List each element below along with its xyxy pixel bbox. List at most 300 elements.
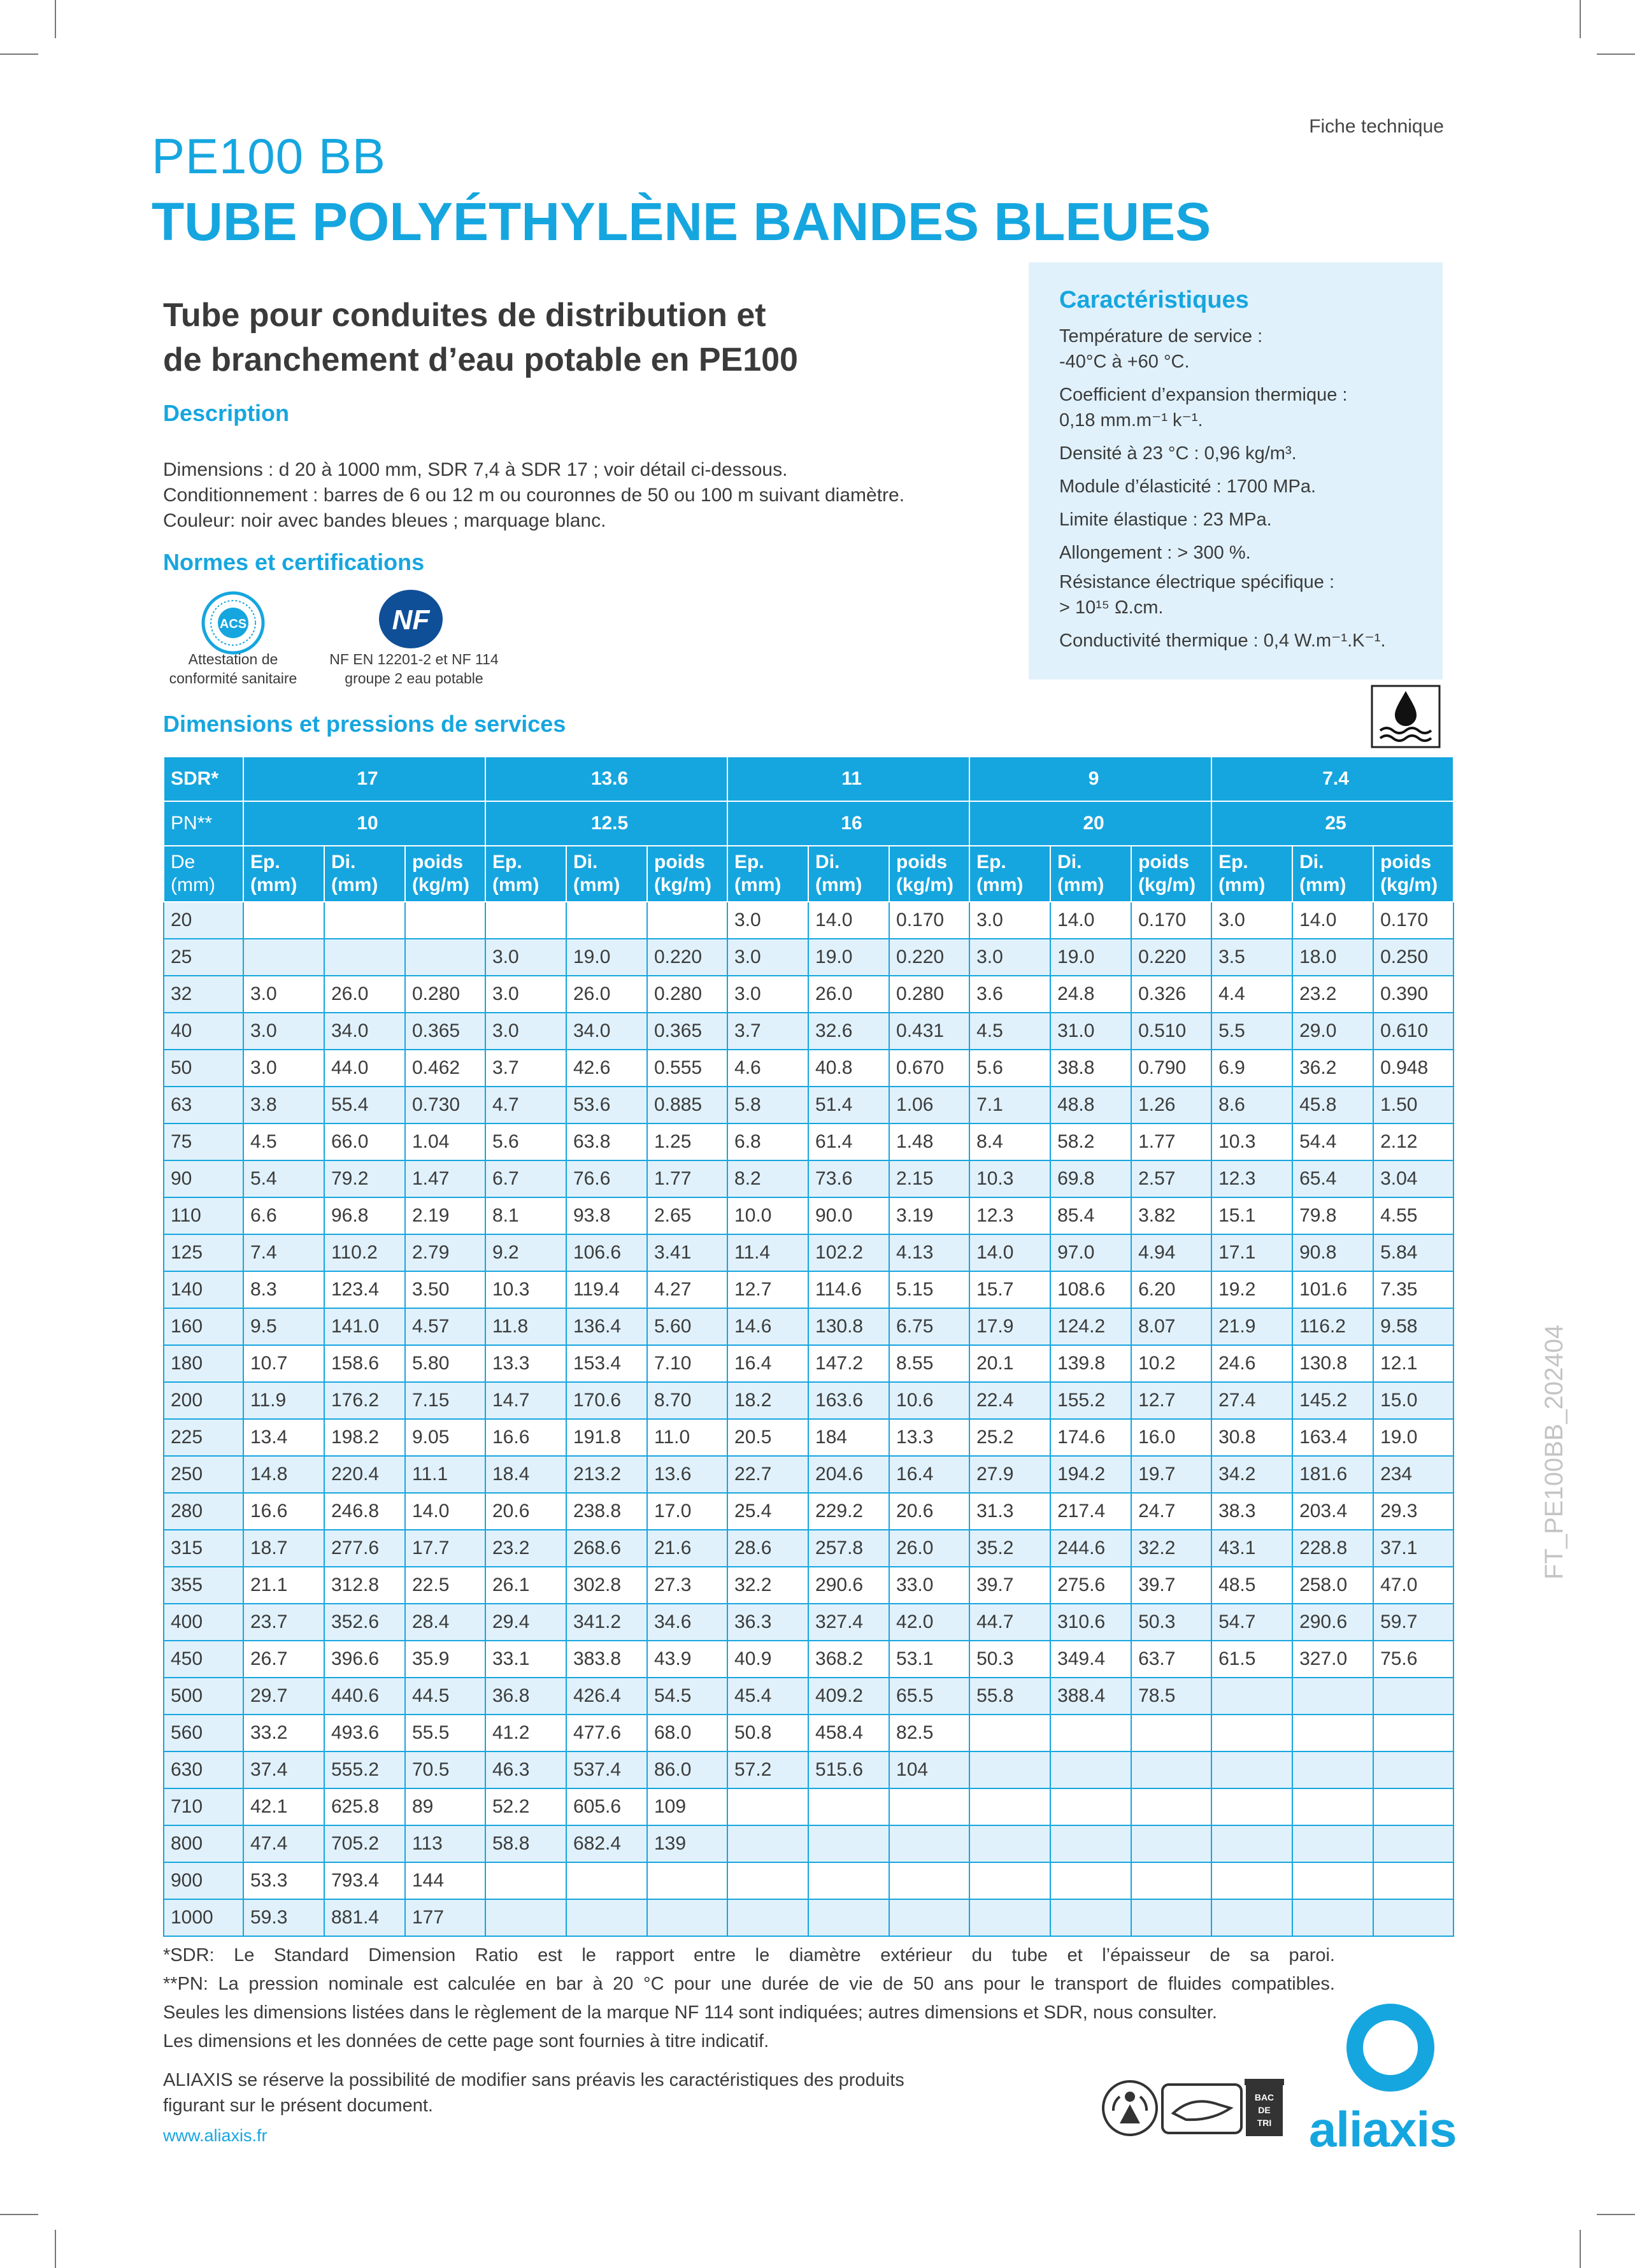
table-cell: 204.6 bbox=[808, 1456, 889, 1493]
table-cell: 17.1 bbox=[1211, 1234, 1292, 1271]
table-cell bbox=[1131, 1825, 1211, 1862]
table-row bbox=[164, 1899, 1453, 1936]
table-cell bbox=[1211, 1715, 1292, 1751]
table-cell bbox=[1373, 1862, 1453, 1899]
table-cell: 39.7 bbox=[1131, 1567, 1211, 1604]
table-row bbox=[164, 1234, 1453, 1271]
table-cell: 36.8 bbox=[485, 1678, 566, 1715]
table-cell: 10.2 bbox=[1131, 1345, 1211, 1382]
table-cell: 14.0 bbox=[808, 902, 889, 939]
table-cell: 19.0 bbox=[808, 939, 889, 976]
table-cell bbox=[324, 939, 405, 976]
table-cell: 16.4 bbox=[889, 1456, 969, 1493]
crop-mark bbox=[55, 2230, 56, 2268]
table-cell bbox=[969, 1788, 1050, 1825]
table-cell: 312.8 bbox=[324, 1567, 405, 1604]
table-cell: 44.5 bbox=[405, 1678, 485, 1715]
table-cell: 18.2 bbox=[727, 1382, 808, 1419]
table-cell bbox=[1292, 1899, 1373, 1936]
table-cell: 108.6 bbox=[1050, 1271, 1131, 1308]
table-cell: 85.4 bbox=[1050, 1197, 1131, 1234]
table-cell: 102.2 bbox=[808, 1234, 889, 1271]
table-cell: 97.0 bbox=[1050, 1234, 1131, 1271]
table-cell bbox=[405, 902, 485, 939]
table-cell: 29.3 bbox=[1373, 1493, 1453, 1530]
table-cell: 537.4 bbox=[566, 1751, 647, 1788]
subtitle bbox=[163, 293, 991, 382]
table-cell: 57.2 bbox=[727, 1751, 808, 1788]
table-cell: 3.0 bbox=[485, 1013, 566, 1050]
crop-mark bbox=[55, 0, 56, 38]
table-cell: 244.6 bbox=[1050, 1530, 1131, 1567]
column-header-line: Di. bbox=[1057, 852, 1082, 873]
table-cell: 5.15 bbox=[889, 1271, 969, 1308]
de-cell: 900 bbox=[164, 1862, 243, 1899]
table-heading: Dimensions et pressions de services bbox=[163, 711, 566, 737]
table-cell: 20.1 bbox=[969, 1345, 1050, 1382]
footnote-line: *SDR: Le Standard Dimension Ratio est le rapport entre le diamètre extérieur du tube et l’épaisseur de sa paroi. bbox=[163, 1945, 1335, 1965]
sdr-value: 13.6 bbox=[485, 757, 727, 801]
table-cell: 145.2 bbox=[1292, 1382, 1373, 1419]
table-cell: 78.5 bbox=[1131, 1678, 1211, 1715]
characteristic-item: Conductivité thermique : 0,4 W.m⁻¹.K⁻¹. bbox=[1059, 631, 1386, 651]
table-cell: 24.7 bbox=[1131, 1493, 1211, 1530]
table-cell: 3.0 bbox=[727, 976, 808, 1013]
table-cell: 73.6 bbox=[808, 1160, 889, 1197]
table-cell: 41.2 bbox=[485, 1715, 566, 1751]
characteristic-item: > 10¹⁵ Ω.cm. bbox=[1059, 597, 1164, 618]
disclaimer bbox=[163, 2067, 1055, 2118]
table-cell: 2.57 bbox=[1131, 1160, 1211, 1197]
table-cell bbox=[889, 1788, 969, 1825]
table-cell: 220.4 bbox=[324, 1456, 405, 1493]
table-cell: 12.3 bbox=[1211, 1160, 1292, 1197]
table-cell: 26.0 bbox=[324, 976, 405, 1013]
table-cell: 1.77 bbox=[1131, 1123, 1211, 1160]
table-cell: 0.948 bbox=[1373, 1050, 1453, 1087]
table-cell: 50.8 bbox=[727, 1715, 808, 1751]
characteristic-item: -40°C à +60 °C. bbox=[1059, 352, 1190, 372]
nf-logo-icon bbox=[376, 587, 446, 651]
table-row bbox=[164, 1271, 1453, 1308]
table-cell: 13.3 bbox=[485, 1345, 566, 1382]
table-row bbox=[164, 976, 1453, 1013]
de-cell: 75 bbox=[164, 1123, 243, 1160]
table-cell: 130.8 bbox=[1292, 1345, 1373, 1382]
table-cell: 352.6 bbox=[324, 1604, 405, 1641]
footnote-line: Les dimensions et les données de cette page sont fournies à titre indicatif. bbox=[163, 2031, 769, 2051]
table-cell: 8.4 bbox=[969, 1123, 1050, 1160]
table-cell: 6.7 bbox=[485, 1160, 566, 1197]
table-cell: 555.2 bbox=[324, 1751, 405, 1788]
table-cell: 124.2 bbox=[1050, 1308, 1131, 1345]
column-header-line: (mm) bbox=[1057, 874, 1104, 895]
table-cell: 54.4 bbox=[1292, 1123, 1373, 1160]
column-header-line: poids bbox=[1380, 852, 1432, 873]
table-cell: 14.8 bbox=[243, 1456, 324, 1493]
table-cell: 90.0 bbox=[808, 1197, 889, 1234]
table-cell: 3.0 bbox=[243, 1050, 324, 1087]
table-cell: 1.06 bbox=[889, 1087, 969, 1123]
table-cell bbox=[727, 1899, 808, 1936]
table-cell: 36.2 bbox=[1292, 1050, 1373, 1087]
table-cell: 3.19 bbox=[889, 1197, 969, 1234]
table-cell: 61.4 bbox=[808, 1123, 889, 1160]
table-cell bbox=[1211, 1825, 1292, 1862]
table-cell: 275.6 bbox=[1050, 1567, 1131, 1604]
table-cell: 54.5 bbox=[647, 1678, 727, 1715]
table-cell: 15.7 bbox=[969, 1271, 1050, 1308]
table-cell: 18.0 bbox=[1292, 939, 1373, 976]
table-cell: 176.2 bbox=[324, 1382, 405, 1419]
table-cell: 14.0 bbox=[1292, 902, 1373, 939]
table-cell: 33.1 bbox=[485, 1641, 566, 1678]
table-cell: 234 bbox=[1373, 1456, 1453, 1493]
table-cell: 12.1 bbox=[1373, 1345, 1453, 1382]
table-cell: 27.4 bbox=[1211, 1382, 1292, 1419]
table-cell: 8.6 bbox=[1211, 1087, 1292, 1123]
column-header-line: (mm) bbox=[492, 874, 539, 895]
table-cell: 0.326 bbox=[1131, 976, 1211, 1013]
product-code-title: PE100 BB bbox=[152, 128, 386, 184]
table-cell bbox=[324, 902, 405, 939]
column-header-line: Ep. bbox=[1218, 852, 1248, 873]
disclaimer-line: ALIAXIS se réserve la possibilité de modifier sans préavis les caractéristiques des produits bbox=[163, 2070, 904, 2090]
table-cell: 5.6 bbox=[485, 1123, 566, 1160]
table-cell: 34.0 bbox=[566, 1013, 647, 1050]
table-cell bbox=[969, 1715, 1050, 1751]
table-cell: 6.8 bbox=[727, 1123, 808, 1160]
table-cell bbox=[485, 1862, 566, 1899]
table-cell: 4.27 bbox=[647, 1271, 727, 1308]
table-cell: 114.6 bbox=[808, 1271, 889, 1308]
table-row bbox=[164, 939, 1453, 976]
table-row bbox=[164, 1678, 1453, 1715]
table-cell: 5.4 bbox=[243, 1160, 324, 1197]
table-cell: 3.41 bbox=[647, 1234, 727, 1271]
table-cell bbox=[1292, 1715, 1373, 1751]
table-cell: 53.1 bbox=[889, 1641, 969, 1678]
sdr-value: 11 bbox=[727, 757, 969, 801]
pn-value: 25 bbox=[1211, 801, 1453, 846]
table-cell bbox=[1131, 1788, 1211, 1825]
characteristic-item: Limite élastique : 23 MPa. bbox=[1059, 510, 1272, 530]
table-row bbox=[164, 1641, 1453, 1678]
table-cell: 881.4 bbox=[324, 1899, 405, 1936]
table-row bbox=[164, 1345, 1453, 1382]
column-header-line: Di. bbox=[1299, 852, 1324, 873]
column-header bbox=[405, 846, 485, 902]
table-cell: 19.0 bbox=[1373, 1419, 1453, 1456]
de-header-line: (mm) bbox=[171, 874, 215, 895]
de-cell: 800 bbox=[164, 1825, 243, 1862]
table-cell: 6.20 bbox=[1131, 1271, 1211, 1308]
website-link[interactable]: www.aliaxis.fr bbox=[163, 2126, 268, 2145]
footnote-line: Seules les dimensions listées dans le règlement de la marque NF 114 sont indiquées; autres dimensions et SDR, nous consulter. bbox=[163, 2002, 1217, 2023]
table-cell: 310.6 bbox=[1050, 1604, 1131, 1641]
table-cell: 65.4 bbox=[1292, 1160, 1373, 1197]
column-header-line: (mm) bbox=[331, 874, 378, 895]
de-cell: 450 bbox=[164, 1641, 243, 1678]
column-header bbox=[889, 846, 969, 902]
table-cell bbox=[566, 902, 647, 939]
acs-caption-line: Attestation de bbox=[188, 651, 278, 667]
table-cell: 8.1 bbox=[485, 1197, 566, 1234]
table-row bbox=[164, 1493, 1453, 1530]
de-cell: 1000 bbox=[164, 1899, 243, 1936]
table-cell bbox=[808, 1862, 889, 1899]
column-header-line: Ep. bbox=[976, 852, 1006, 873]
document-reference: FT_PE100BB_202404 bbox=[1540, 1324, 1568, 1580]
table-cell: 33.0 bbox=[889, 1567, 969, 1604]
table-cell: 493.6 bbox=[324, 1715, 405, 1751]
de-cell: 200 bbox=[164, 1382, 243, 1419]
table-cell bbox=[727, 1862, 808, 1899]
table-cell: 13.6 bbox=[647, 1456, 727, 1493]
column-header-line: Ep. bbox=[250, 852, 280, 873]
table-cell: 43.9 bbox=[647, 1641, 727, 1678]
table-cell: 35.9 bbox=[405, 1641, 485, 1678]
table-cell: 327.0 bbox=[1292, 1641, 1373, 1678]
table-cell: 277.6 bbox=[324, 1530, 405, 1567]
table-cell: 141.0 bbox=[324, 1308, 405, 1345]
table-cell: 25.4 bbox=[727, 1493, 808, 1530]
table-cell bbox=[1373, 1715, 1453, 1751]
table-cell: 16.4 bbox=[727, 1345, 808, 1382]
table-cell: 136.4 bbox=[566, 1308, 647, 1345]
disclaimer-line: figurant sur le présent document. bbox=[163, 2095, 433, 2116]
bin-label: BAC bbox=[1254, 2092, 1274, 2102]
column-header bbox=[1292, 846, 1373, 902]
table-cell bbox=[1131, 1862, 1211, 1899]
table-cell: 0.250 bbox=[1373, 939, 1453, 976]
table-cell: 55.4 bbox=[324, 1087, 405, 1123]
table-cell bbox=[647, 1862, 727, 1899]
table-cell: 11.1 bbox=[405, 1456, 485, 1493]
table-cell: 440.6 bbox=[324, 1678, 405, 1715]
table-cell: 3.7 bbox=[485, 1050, 566, 1087]
table-cell: 26.0 bbox=[889, 1530, 969, 1567]
table-cell: 341.2 bbox=[566, 1604, 647, 1641]
table-cell: 54.7 bbox=[1211, 1604, 1292, 1641]
table-cell bbox=[1211, 1788, 1292, 1825]
crop-mark bbox=[0, 2214, 38, 2215]
column-header bbox=[1373, 846, 1453, 902]
table-cell: 9.5 bbox=[243, 1308, 324, 1345]
table-cell: 23.7 bbox=[243, 1604, 324, 1641]
table-cell: 20.6 bbox=[889, 1493, 969, 1530]
acs-logo-icon bbox=[201, 591, 265, 655]
table-cell: 22.7 bbox=[727, 1456, 808, 1493]
table-cell: 7.15 bbox=[405, 1382, 485, 1419]
table-cell: 26.7 bbox=[243, 1641, 324, 1678]
table-cell: 302.8 bbox=[566, 1567, 647, 1604]
table-cell: 4.6 bbox=[727, 1050, 808, 1087]
table-cell bbox=[647, 902, 727, 939]
table-cell: 4.57 bbox=[405, 1308, 485, 1345]
description-heading: Description bbox=[163, 400, 290, 426]
table-cell: 0.390 bbox=[1373, 976, 1453, 1013]
table-cell: 257.8 bbox=[808, 1530, 889, 1567]
table-cell: 48.8 bbox=[1050, 1087, 1131, 1123]
table-cell: 144 bbox=[405, 1862, 485, 1899]
footnotes bbox=[163, 1941, 1335, 2056]
table-cell: 7.10 bbox=[647, 1345, 727, 1382]
table-cell bbox=[1373, 1788, 1453, 1825]
table-cell: 29.0 bbox=[1292, 1013, 1373, 1050]
table-cell: 383.8 bbox=[566, 1641, 647, 1678]
column-header-line: (mm) bbox=[976, 874, 1024, 895]
crop-mark bbox=[1580, 2230, 1581, 2268]
column-header-line: poids bbox=[1138, 852, 1190, 873]
table-cell: 1.77 bbox=[647, 1160, 727, 1197]
column-header-line: Di. bbox=[331, 852, 356, 873]
table-cell: 32.6 bbox=[808, 1013, 889, 1050]
column-header bbox=[1050, 846, 1131, 902]
column-header-line: (kg/m) bbox=[896, 874, 954, 895]
table-cell: 59.3 bbox=[243, 1899, 324, 1936]
table-cell: 35.2 bbox=[969, 1530, 1050, 1567]
crop-mark bbox=[1597, 53, 1635, 55]
table-cell: 70.5 bbox=[405, 1751, 485, 1788]
table-cell: 3.5 bbox=[1211, 939, 1292, 976]
recycle-bin-icon bbox=[1245, 2078, 1284, 2137]
table-cell: 0.730 bbox=[405, 1087, 485, 1123]
table-cell: 23.2 bbox=[1292, 976, 1373, 1013]
table-cell: 47.4 bbox=[243, 1825, 324, 1862]
characteristic-item: Allongement : > 300 %. bbox=[1059, 543, 1251, 563]
table-cell: 0.280 bbox=[405, 976, 485, 1013]
table-cell: 0.220 bbox=[1131, 939, 1211, 976]
table-cell: 12.7 bbox=[1131, 1382, 1211, 1419]
table-cell: 3.6 bbox=[969, 976, 1050, 1013]
column-header bbox=[969, 846, 1050, 902]
table-cell: 19.0 bbox=[1050, 939, 1131, 976]
table-cell: 5.6 bbox=[969, 1050, 1050, 1087]
column-header bbox=[727, 846, 808, 902]
de-cell: 355 bbox=[164, 1567, 243, 1604]
table-cell: 515.6 bbox=[808, 1751, 889, 1788]
table-cell: 191.8 bbox=[566, 1419, 647, 1456]
table-cell: 6.9 bbox=[1211, 1050, 1292, 1087]
certifications-heading: Normes et certifications bbox=[163, 549, 425, 575]
table-cell: 18.4 bbox=[485, 1456, 566, 1493]
column-header-line: (mm) bbox=[734, 874, 782, 895]
column-header-line: (mm) bbox=[250, 874, 297, 895]
table-row bbox=[164, 1160, 1453, 1197]
table-cell bbox=[727, 1788, 808, 1825]
table-cell: 33.2 bbox=[243, 1715, 324, 1751]
table-cell: 8.55 bbox=[889, 1345, 969, 1382]
table-row bbox=[164, 1013, 1453, 1050]
table-cell: 9.2 bbox=[485, 1234, 566, 1271]
sdr-label: SDR* bbox=[164, 757, 243, 801]
table-cell: 368.2 bbox=[808, 1641, 889, 1678]
table-cell: 20.6 bbox=[485, 1493, 566, 1530]
de-cell: 125 bbox=[164, 1234, 243, 1271]
table-cell bbox=[969, 1862, 1050, 1899]
table-cell: 21.1 bbox=[243, 1567, 324, 1604]
table-cell: 155.2 bbox=[1050, 1382, 1131, 1419]
table-cell: 130.8 bbox=[808, 1308, 889, 1345]
de-cell: 32 bbox=[164, 976, 243, 1013]
table-cell: 174.6 bbox=[1050, 1419, 1131, 1456]
table-cell: 119.4 bbox=[566, 1271, 647, 1308]
table-cell: 36.3 bbox=[727, 1604, 808, 1641]
column-header-line: (mm) bbox=[573, 874, 620, 895]
table-cell: 4.5 bbox=[969, 1013, 1050, 1050]
table-cell: 14.0 bbox=[1050, 902, 1131, 939]
column-header-row bbox=[164, 846, 1453, 902]
table-cell: 90.8 bbox=[1292, 1234, 1373, 1271]
column-header-line: Ep. bbox=[492, 852, 522, 873]
table-cell: 10.3 bbox=[1211, 1123, 1292, 1160]
table-cell: 63.7 bbox=[1131, 1641, 1211, 1678]
table-cell: 10.3 bbox=[485, 1271, 566, 1308]
nf-caption bbox=[318, 650, 510, 688]
table-cell: 793.4 bbox=[324, 1862, 405, 1899]
bin-label: DE bbox=[1258, 2105, 1271, 2115]
column-header-line: Di. bbox=[815, 852, 840, 873]
table-cell bbox=[969, 1751, 1050, 1788]
table-row bbox=[164, 1715, 1453, 1751]
table-cell: 42.6 bbox=[566, 1050, 647, 1087]
table-cell: 79.2 bbox=[324, 1160, 405, 1197]
table-cell: 28.4 bbox=[405, 1604, 485, 1641]
column-header bbox=[485, 846, 566, 902]
table-cell bbox=[405, 939, 485, 976]
characteristic-item: Module d’élasticité : 1700 MPa. bbox=[1059, 476, 1316, 497]
table-cell: 605.6 bbox=[566, 1788, 647, 1825]
table-cell bbox=[1211, 1899, 1292, 1936]
table-cell: 177 bbox=[405, 1899, 485, 1936]
table-cell: 42.1 bbox=[243, 1788, 324, 1825]
table-cell: 349.4 bbox=[1050, 1641, 1131, 1678]
triman-icon bbox=[1101, 2079, 1159, 2137]
table-cell: 198.2 bbox=[324, 1419, 405, 1456]
table-cell: 228.8 bbox=[1292, 1530, 1373, 1567]
pn-value: 12.5 bbox=[485, 801, 727, 846]
de-cell: 63 bbox=[164, 1087, 243, 1123]
table-cell: 89 bbox=[405, 1788, 485, 1825]
crop-mark bbox=[1580, 0, 1581, 38]
table-cell: 0.555 bbox=[647, 1050, 727, 1087]
table-cell: 194.2 bbox=[1050, 1456, 1131, 1493]
table-cell: 40.9 bbox=[727, 1641, 808, 1678]
column-header bbox=[324, 846, 405, 902]
table-cell: 3.50 bbox=[405, 1271, 485, 1308]
table-cell: 625.8 bbox=[324, 1788, 405, 1825]
table-cell: 5.60 bbox=[647, 1308, 727, 1345]
table-row bbox=[164, 1530, 1453, 1567]
de-cell: 40 bbox=[164, 1013, 243, 1050]
table-cell: 104 bbox=[889, 1751, 969, 1788]
table-cell: 7.4 bbox=[243, 1234, 324, 1271]
table-cell bbox=[1373, 1899, 1453, 1936]
table-row bbox=[164, 1862, 1453, 1899]
acs-caption-line: conformité sanitaire bbox=[169, 670, 297, 687]
table-cell: 4.94 bbox=[1131, 1234, 1211, 1271]
table-cell: 47.0 bbox=[1373, 1567, 1453, 1604]
table-cell bbox=[1373, 1825, 1453, 1862]
table-cell: 14.0 bbox=[405, 1493, 485, 1530]
table-cell: 93.8 bbox=[566, 1197, 647, 1234]
table-cell: 203.4 bbox=[1292, 1493, 1373, 1530]
characteristics-heading: Caractéristiques bbox=[1059, 287, 1249, 313]
table-cell: 58.2 bbox=[1050, 1123, 1131, 1160]
footnote-line: **PN: La pression nominale est calculée en bar à 20 °C pour une durée de vie de 50 ans pour le transport de fluides compatibles. bbox=[163, 1974, 1335, 1994]
table-cell: 18.7 bbox=[243, 1530, 324, 1567]
